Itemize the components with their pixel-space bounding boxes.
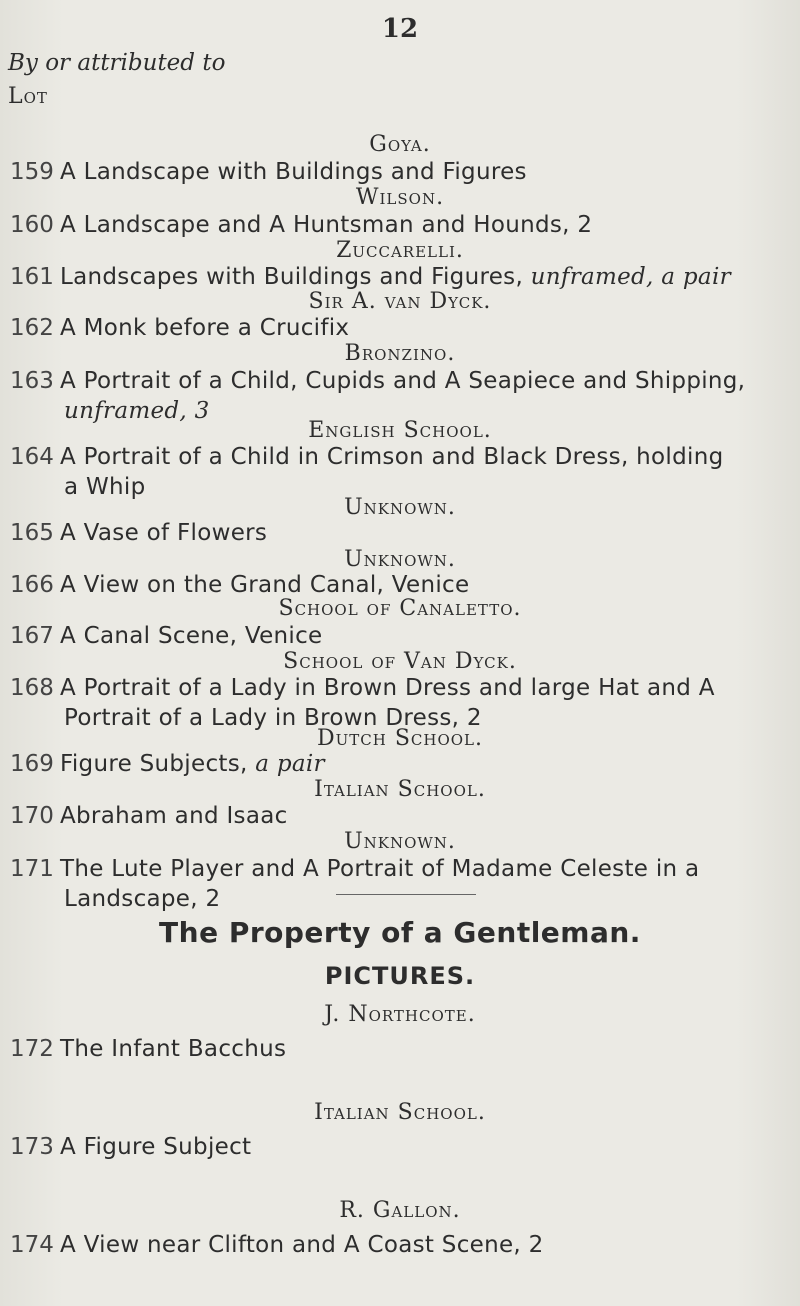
lot-title: A Vase of Flowers	[60, 520, 268, 547]
lot-description	[60, 673, 790, 733]
lot-description	[60, 442, 790, 502]
artist-name: Italian School.	[314, 777, 486, 803]
lot-title-continued: a Whip	[64, 474, 146, 500]
lot-description	[60, 366, 790, 426]
lot-title: A Portrait of a Child in Crimson and Black Dress, holding	[60, 444, 724, 470]
lot-title: A Portrait of a Lady in Brown Dress and large Hat and A	[60, 674, 715, 701]
lot-title-continued: Portrait of a Lady in Brown Dress, 2	[64, 704, 482, 731]
lot-title: A View on the Grand Canal, Venice	[60, 571, 470, 598]
artist-name: Sir A. van Dyck.	[308, 289, 492, 315]
lot-number: 168	[10, 674, 54, 701]
lot-number: 174	[10, 1232, 54, 1258]
lot-description	[60, 854, 790, 914]
lot-title-continued: Landscape, 2	[64, 885, 221, 912]
lot-number: 173	[10, 1134, 54, 1160]
artist-name: Unknown.	[344, 828, 456, 854]
lot-title: The Lute Player and A Portrait of Madame Celeste in a	[60, 855, 700, 882]
artist-name: Unknown.	[344, 495, 456, 521]
lot-number: 164	[10, 444, 54, 470]
lot-number: 162	[10, 314, 54, 341]
lot-description	[60, 1230, 790, 1261]
lot-number: 172	[10, 1036, 54, 1062]
section-divider	[336, 894, 476, 895]
lot-title: A View near Clifton and A Coast Scene, 2	[60, 1232, 544, 1258]
lot-number: 161	[10, 263, 54, 290]
artist-name: Wilson.	[355, 184, 445, 210]
artist-name: Bronzino.	[344, 340, 456, 366]
lot-description	[60, 313, 790, 343]
artist-name: English School.	[308, 417, 492, 443]
lot-title: A Landscape and A Huntsman and Hounds, 2	[60, 211, 593, 238]
lot-note: unframed, 3	[64, 397, 210, 424]
artist-name: J. Northcote.	[324, 1002, 476, 1027]
lot-description	[60, 1132, 790, 1163]
lot-title: Figure Subjects,	[60, 751, 256, 778]
lot-number: 165	[10, 520, 54, 547]
lot-column-heading: Lot	[8, 84, 48, 109]
lot-title: A Portrait of a Child, Cupids and A Seapiece and Shipping,	[60, 367, 746, 394]
lot-note: a pair	[255, 751, 325, 778]
artist-name: R. Gallon.	[339, 1198, 461, 1223]
artist-name: Dutch School.	[316, 725, 483, 751]
lot-description	[60, 1034, 790, 1065]
section-title: The Property of a Gentleman.	[159, 916, 641, 949]
page-number: 12	[381, 14, 419, 44]
artist-name: Unknown.	[344, 546, 456, 572]
lot-title: The Infant Bacchus	[60, 1036, 287, 1062]
lot-number: 160	[10, 211, 54, 238]
lot-number: 169	[10, 751, 54, 778]
lot-number: 159	[10, 158, 54, 185]
lot-title: A Figure Subject	[60, 1134, 252, 1160]
lot-title: A Monk before a Crucifix	[60, 314, 350, 341]
lot-number: 171	[10, 855, 54, 882]
lot-number: 167	[10, 623, 54, 650]
lot-title: Abraham and Isaac	[60, 802, 288, 829]
lot-note: unframed, a pair	[530, 263, 731, 290]
header-attribution: By or attributed to	[8, 50, 226, 76]
lot-description	[60, 210, 790, 240]
lot-description	[60, 262, 790, 292]
lot-number: 166	[10, 571, 54, 598]
artist-name: School of Canaletto.	[278, 596, 522, 622]
lot-description	[60, 570, 790, 600]
artist-name: School of Van Dyck.	[283, 649, 517, 675]
lot-number: 163	[10, 367, 54, 394]
artist-name: Goya.	[369, 131, 431, 157]
lot-description	[60, 518, 790, 548]
lot-title: A Landscape with Buildings and Figures	[60, 158, 527, 185]
lot-title: Landscapes with Buildings and Figures,	[60, 263, 531, 290]
artist-name: Zuccarelli.	[336, 237, 464, 263]
lot-description	[60, 801, 790, 831]
lot-description	[60, 157, 790, 187]
artist-name: Italian School.	[314, 1100, 486, 1125]
lot-title: A Canal Scene, Venice	[60, 623, 323, 650]
section-subtitle: PICTURES.	[324, 962, 476, 990]
lot-description	[60, 749, 790, 779]
lot-description	[60, 621, 790, 651]
lot-number: 170	[10, 802, 54, 829]
